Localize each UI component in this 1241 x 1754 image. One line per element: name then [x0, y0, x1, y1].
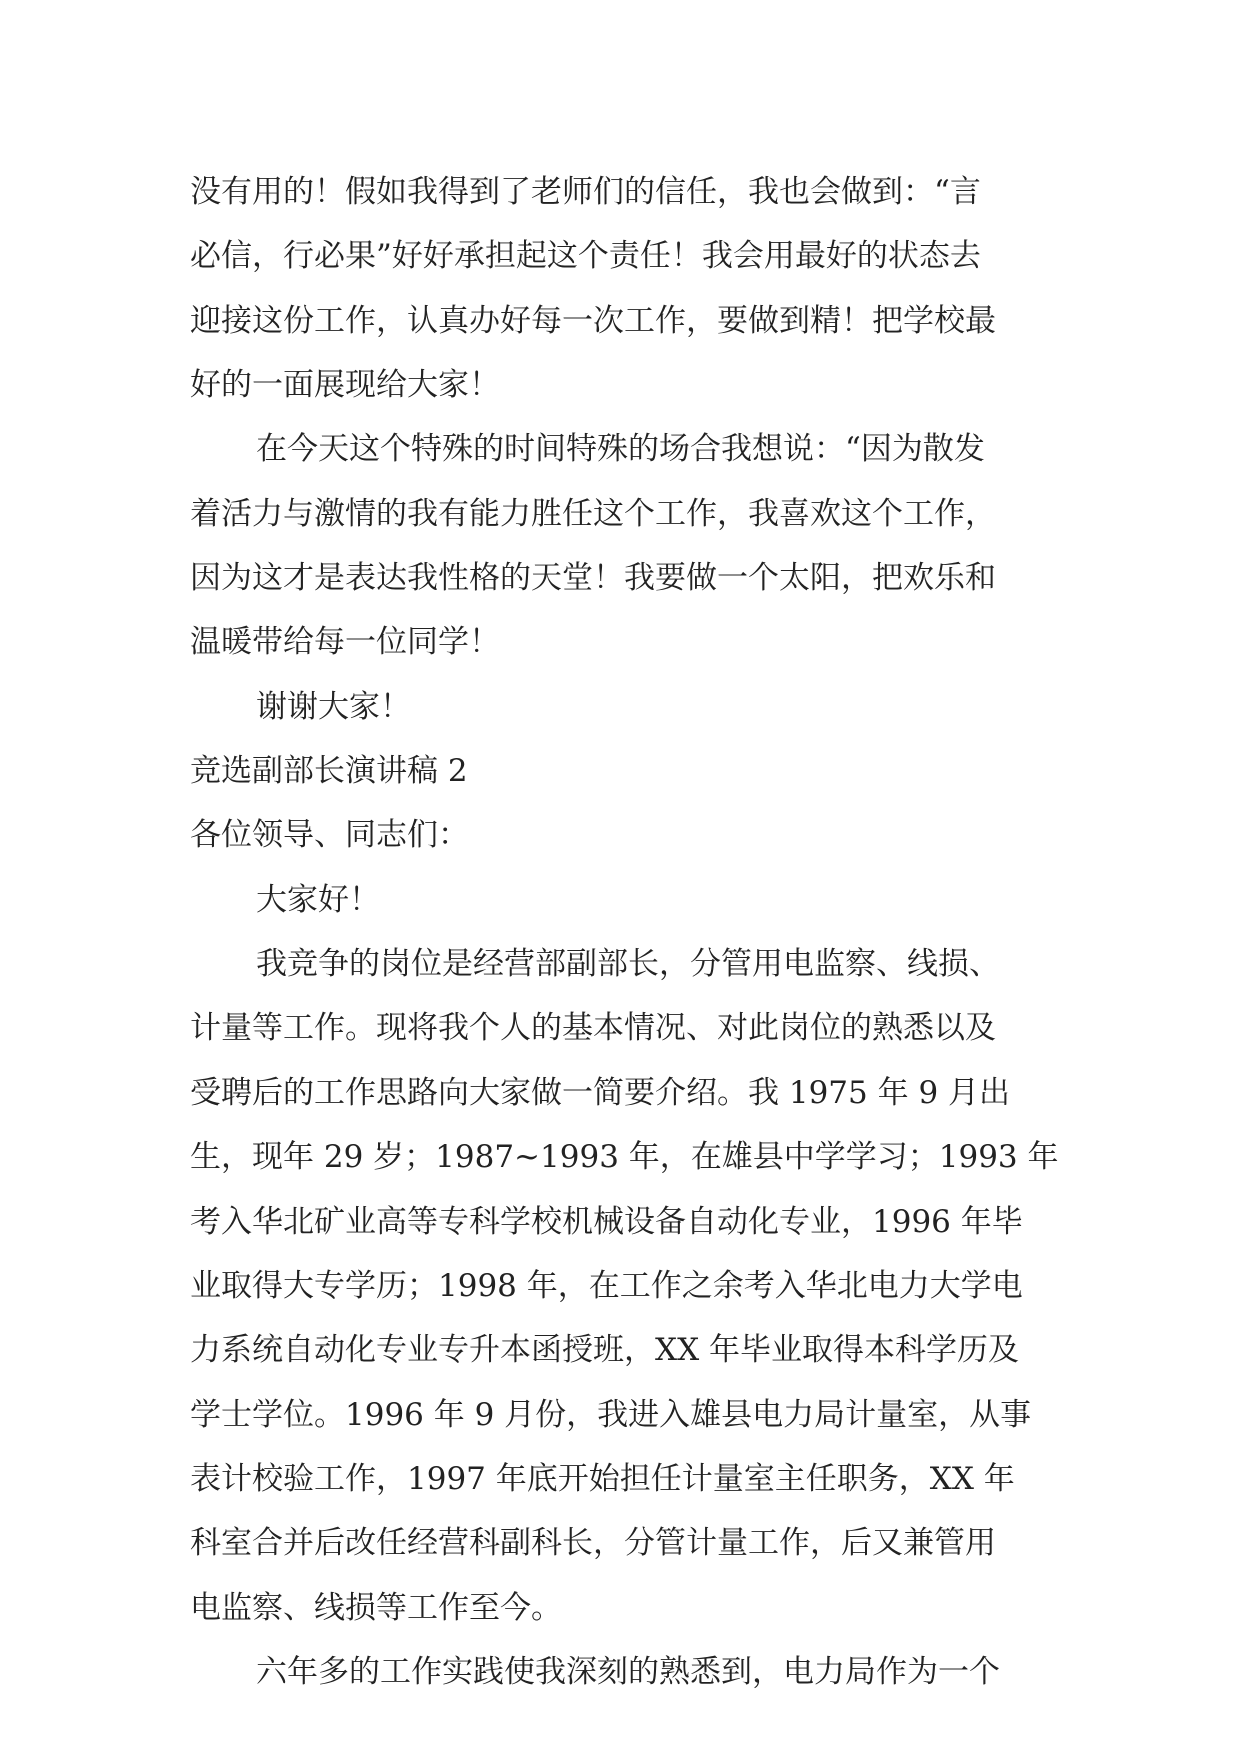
text-line: 力系统自动化专业专升本函授班，XX 年毕业取得本科学历及	[190, 1332, 1019, 1369]
text-line: 计量等工作。现将我个人的基本情况、对此岗位的熟悉以及	[190, 1010, 996, 1047]
text-line: 电监察、线损等工作至今。	[190, 1589, 562, 1626]
text-line: 业取得大专学历；1998 年，在工作之余考入华北电力大学电	[190, 1267, 1023, 1304]
text-line: 科室合并后改任经营科副科长，分管计量工作，后又兼管用	[190, 1525, 996, 1562]
text-line: 没有用的！假如我得到了老师们的信任，我也会做到：“言	[190, 174, 981, 210]
text-line: 好的一面展现给大家！	[190, 367, 500, 404]
text-line: 因为这才是表达我性格的天堂！我要做一个太阳，把欢乐和	[190, 560, 996, 597]
text-line: 学士学位。1996 年 9 月份，我进入雄县电力局计量室，从事	[190, 1396, 1032, 1433]
text-line: 生，现年 29 岁；1987~1993 年，在雄县中学学习；1993 年	[190, 1139, 1059, 1176]
document-body	[190, 160, 1070, 1704]
text-line: 着活力与激情的我有能力胜任这个工作，我喜欢这个工作，	[190, 495, 996, 532]
paragraph-first-line: 我竞争的岗位是经营部副部长，分管用电监察、线损、	[256, 946, 1000, 983]
greeting: 大家好！	[256, 881, 380, 918]
closing-line: 谢谢大家！	[256, 688, 411, 725]
text-line: 迎接这份工作，认真办好每一次工作，要做到精！把学校最	[190, 302, 996, 339]
paragraph-first-line: 在今天这个特殊的时间特殊的场合我想说：“因为散发	[256, 431, 985, 468]
text-line: 温暖带给每一位同学！	[190, 624, 500, 661]
text-line: 考入华北矿业高等专科学校机械设备自动化专业，1996 年毕	[190, 1203, 1023, 1240]
text-line: 受聘后的工作思路向大家做一简要介绍。我 1975 年 9 月出	[190, 1074, 1011, 1111]
paragraph-first-line: 六年多的工作实践使我深刻的熟悉到，电力局作为一个	[256, 1653, 1000, 1690]
text-line: 表计校验工作，1997 年底开始担任计量室主任职务，XX 年	[190, 1460, 1015, 1497]
text-line: 必信，行必果”好好承担起这个责任！我会用最好的状态去	[190, 238, 981, 275]
salutation: 各位领导、同志们：	[190, 817, 469, 854]
section-title: 竞选副部长演讲稿 2	[190, 753, 468, 790]
